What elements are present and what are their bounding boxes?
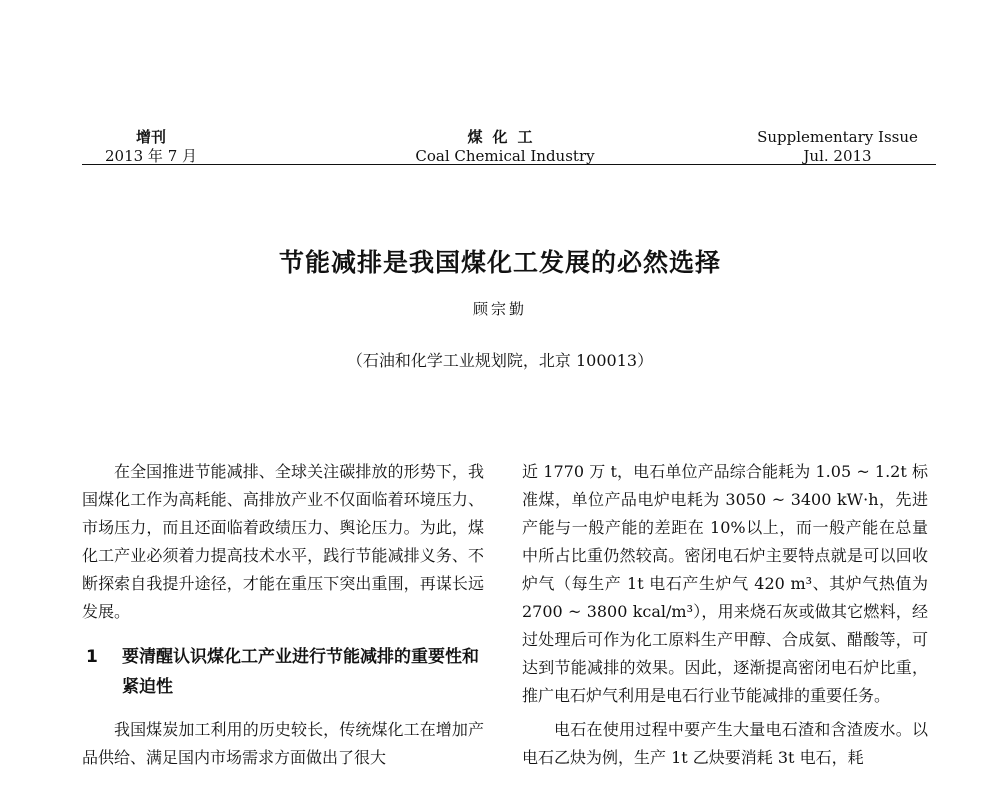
header-issue	[96, 128, 206, 166]
header-journal-en: Coal Chemical Industry	[415, 147, 595, 165]
carbide-paragraph: 电石在使用过程中要产生大量电石渣和含渣废水。以电石乙炔为例，生产 1t 乙炔要消耗 3t 电石，耗	[522, 720, 928, 767]
section-heading	[82, 642, 484, 702]
article-affiliation: （石油和化学工业规划院，北京 100013）	[346, 351, 654, 370]
header-journal-cn: 煤化工	[467, 128, 543, 146]
section-number: 1	[86, 647, 98, 667]
article-author: 顾宗勤	[472, 300, 527, 318]
section-title: 要清醒认识煤化工产业进行节能减排的重要性和紧迫性	[122, 647, 479, 697]
right-column	[522, 458, 928, 772]
header-issue-type: 增刊	[135, 128, 166, 146]
header-issue-date-en: Jul. 2013	[803, 147, 872, 165]
header-issue-en	[750, 128, 925, 166]
section1-paragraph: 我国煤炭加工利用的历史较长，传统煤化工在增加产品供给、满足国内市场需求方面做出了很大	[82, 720, 484, 767]
left-column	[82, 458, 484, 772]
header-issue-date: 2013 年 7 月	[104, 147, 198, 165]
header-journal	[380, 128, 630, 166]
article-title: 节能减排是我国煤化工发展的必然选择	[278, 248, 721, 277]
header-issue-type-en: Supplementary Issue	[757, 128, 918, 146]
intro-paragraph: 在全国推进节能减排、全球关注碳排放的形势下，我国煤化工作为高耗能、高排放产业不仅面临着环境压力、市场压力，而且还面临着政绩压力、舆论压力。为此，煤化工产业必须着力提高技术水平，践行节能减排义务、不断探索自我提升途径，才能在重压下突出重围，再谋长远发展。	[82, 462, 484, 621]
continued-paragraph: 近 1770 万 t，电石单位产品综合能耗为 1.05 ~ 1.2t 标准煤，单位产品电炉电耗为 3050 ~ 3400 kW·h，先进产能与一般产能的差距在 10%以上，而一般产能在总量中所占比重仍然较高。密闭电石炉主要特点就是可以回收炉气（每生产 1t 电石产生炉气 420 m³、其炉气热值为 2700 ~ 3800 kcal/m³），用来烧石灰或做其它燃料，经过处理后可作为化工原料生产甲醇、合成氨、醋酸等，可达到节能减排的效果。因此，逐渐提高密闭电石炉比重，推广电石炉气利用是电石行业节能减排的重要任务。	[522, 462, 928, 705]
header-rule	[82, 164, 936, 165]
